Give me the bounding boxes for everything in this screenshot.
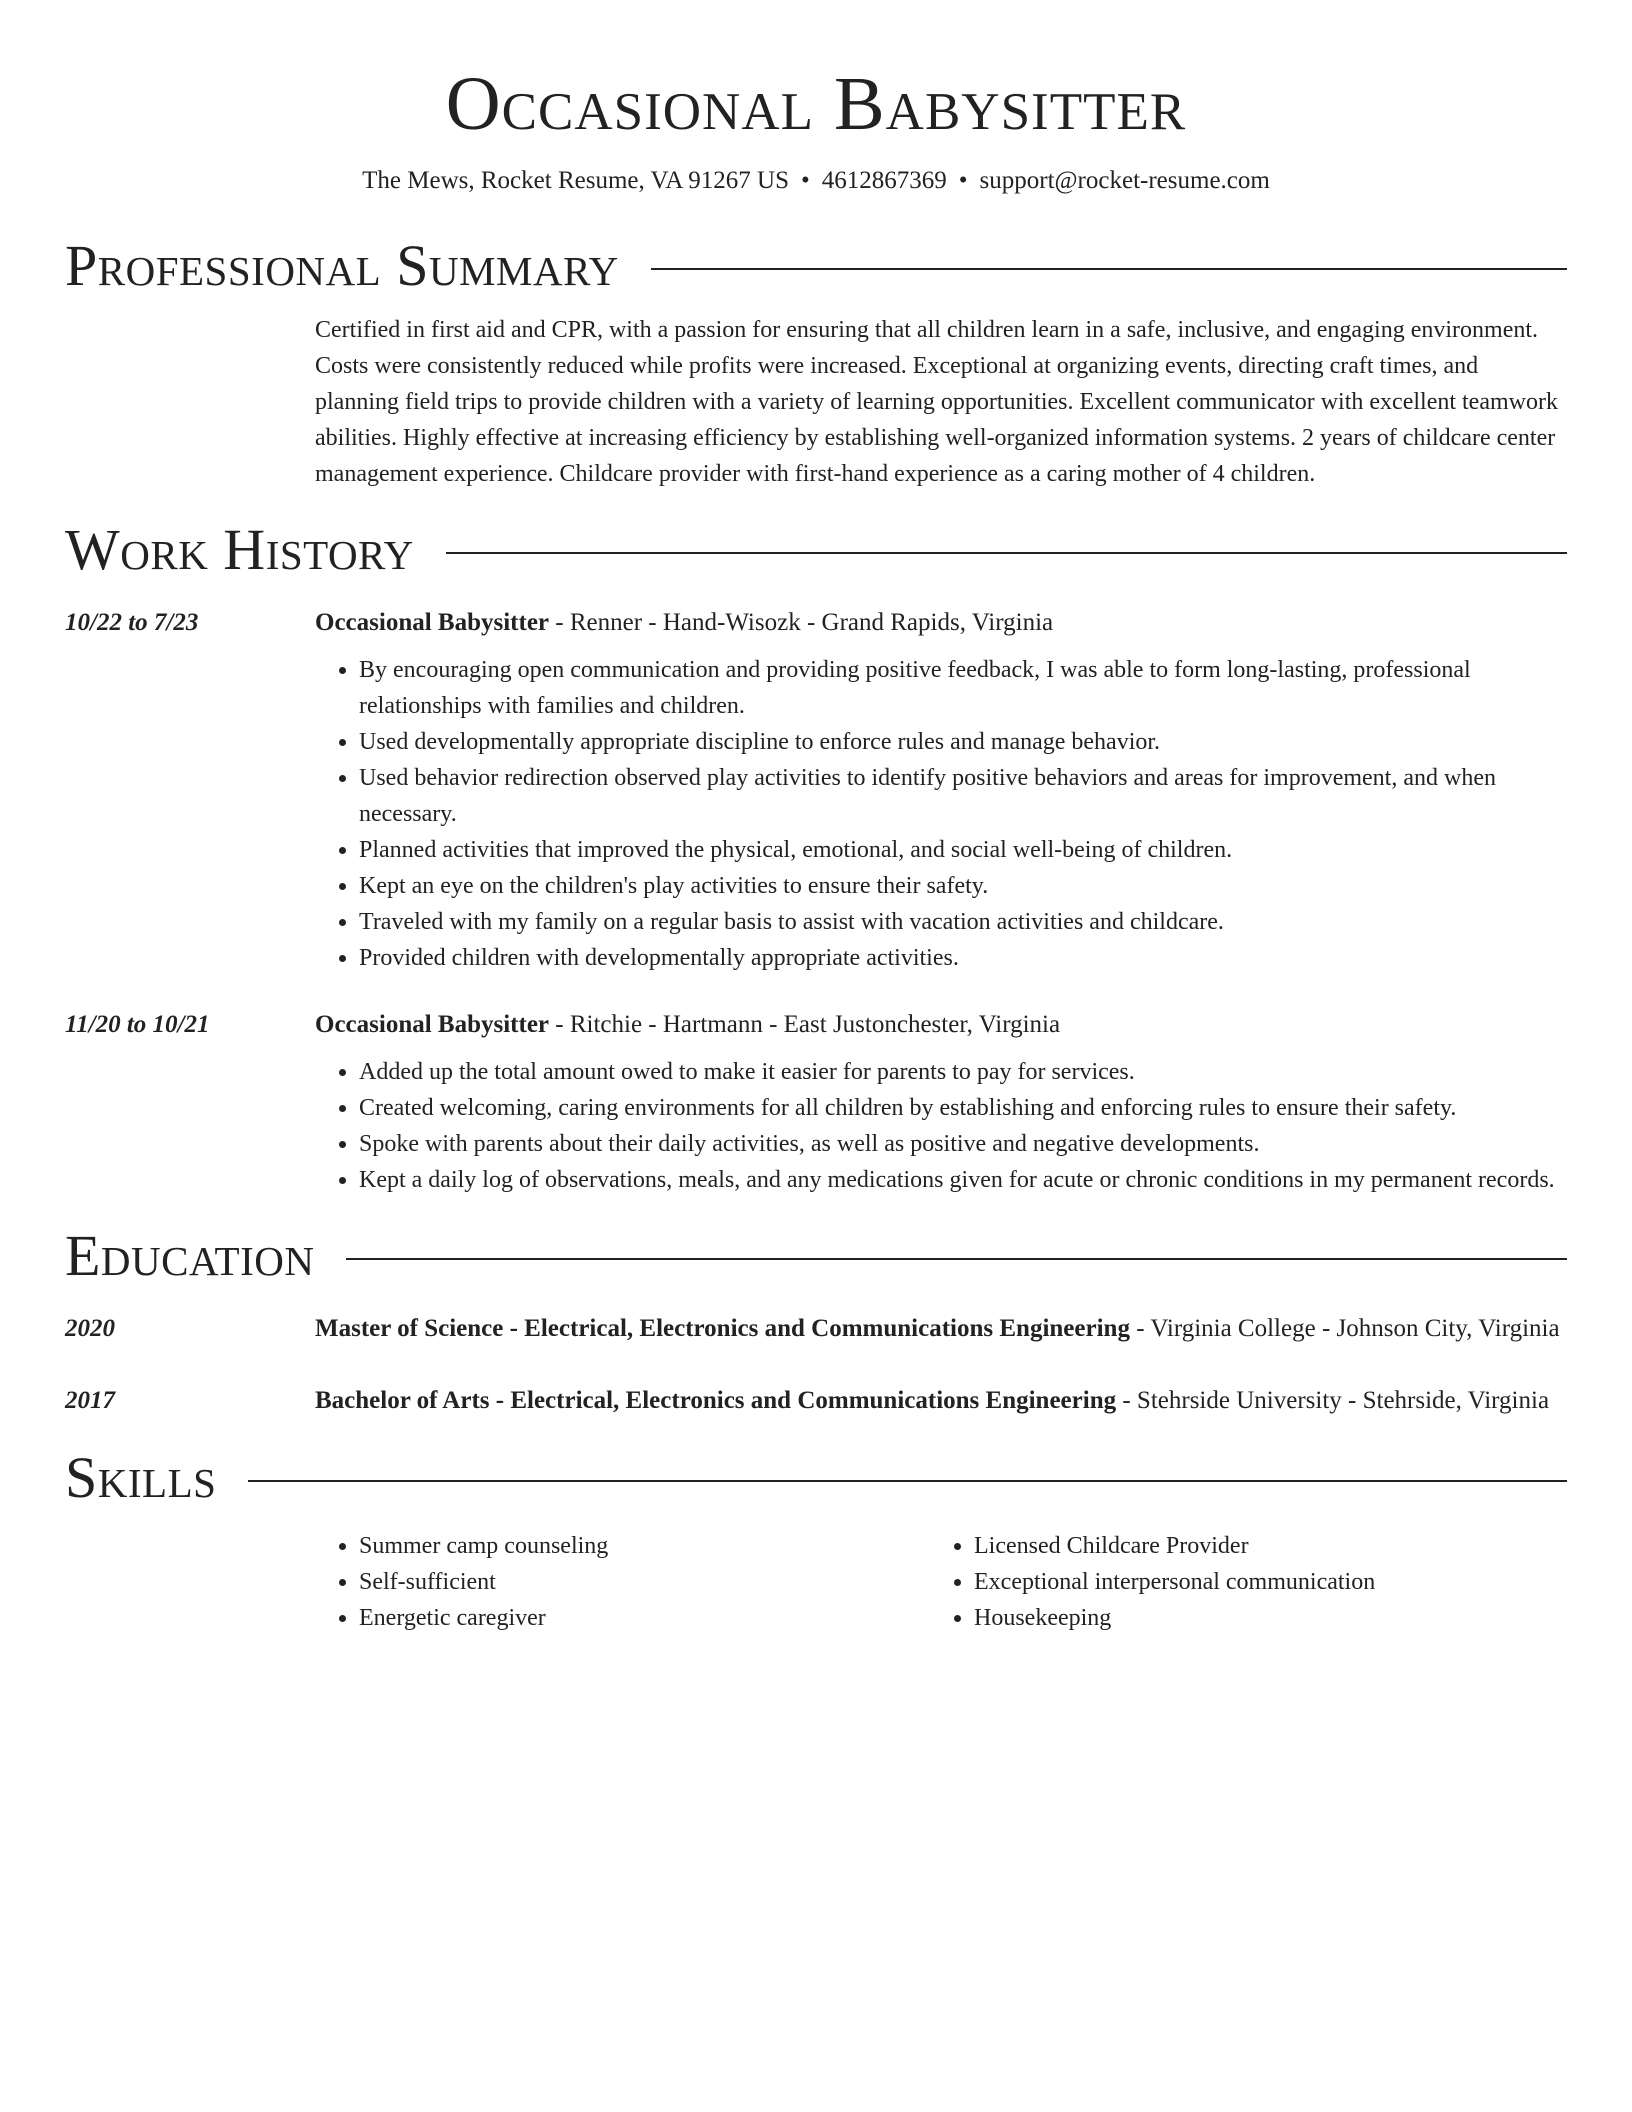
skills-column-right xyxy=(930,1528,1545,1636)
education-year: 2017 xyxy=(65,1387,115,1414)
contact-address: The Mews, Rocket Resume, VA 91267 US xyxy=(362,167,789,194)
job-dates: 11/20 to 10/21 xyxy=(65,1011,210,1038)
skills-section-header xyxy=(65,1446,1567,1510)
education-entry xyxy=(65,1382,1567,1420)
education-section-header xyxy=(65,1224,1567,1288)
skills-grid xyxy=(315,1528,1567,1636)
job-bullet: • Kept an eye on the children's play activities to ensure their safety. xyxy=(359,868,1567,904)
job-body xyxy=(315,1006,1567,1198)
job-details: - Ritchie - Hartmann - East Justonchester, Virginia xyxy=(549,1011,1061,1038)
job-dates: 10/22 to 7/23 xyxy=(65,609,199,636)
work-section-title: Work History xyxy=(65,517,414,582)
summary-section-header xyxy=(65,234,1567,298)
job-bullet: • Traveled with my family on a regular basis to assist with vacation activities and childcare. xyxy=(359,904,1567,940)
section-divider xyxy=(346,1258,1567,1260)
job-role: Occasional Babysitter xyxy=(315,609,550,636)
section-divider xyxy=(651,268,1567,270)
skill-item: • Summer camp counseling xyxy=(359,1528,930,1564)
education-body xyxy=(315,1310,1567,1348)
education-body xyxy=(315,1382,1567,1420)
job-bullet: • Added up the total amount owed to make it easier for parents to pay for services. xyxy=(359,1054,1567,1090)
skills-list-right xyxy=(930,1528,1545,1636)
job-details: - Renner - Hand-Wisozk - Grand Rapids, Virginia xyxy=(549,609,1054,636)
education-section-title: Education xyxy=(65,1223,315,1288)
job-entry xyxy=(65,604,1567,976)
contact-separator: • xyxy=(801,167,810,194)
education-title-line xyxy=(315,1310,1567,1348)
education-title-line xyxy=(315,1382,1567,1420)
contact-line xyxy=(65,164,1567,198)
job-bullets xyxy=(315,652,1567,976)
job-bullets xyxy=(315,1054,1567,1198)
job-bullet: • By encouraging open communication and providing positive feedback, I was able to form long-lasting, professional relationships with families and children. xyxy=(359,652,1567,724)
skill-item: • Housekeeping xyxy=(974,1600,1545,1636)
skill-item: • Exceptional interpersonal communication xyxy=(974,1564,1545,1600)
job-entry xyxy=(65,1006,1567,1198)
work-section-header xyxy=(65,518,1567,582)
job-role: Occasional Babysitter xyxy=(315,1011,550,1038)
job-body xyxy=(315,604,1567,976)
section-divider xyxy=(446,552,1567,554)
skill-item: • Energetic caregiver xyxy=(359,1600,930,1636)
section-divider xyxy=(248,1480,1567,1482)
job-bullet: • Used developmentally appropriate discipline to enforce rules and manage behavior. xyxy=(359,724,1567,760)
contact-phone: 4612867369 xyxy=(821,167,947,194)
skill-item: • Licensed Childcare Provider xyxy=(974,1528,1545,1564)
education-details: - Virginia College - Johnson City, Virginia xyxy=(1129,1315,1560,1342)
summary-text: Certified in first aid and CPR, with a passion for ensuring that all children learn in a safe, inclusive, and engaging environment. Costs were consistently reduced while profits were increased. Exceptional at organizing events, directing craft times, and planning field trips to provide children with a variety of learning opportunities. Excellent communicator with excellent teamwork abilities. Highly effective at increasing efficiency by establishing well-organized information systems. 2 years of childcare center management experience. Childcare provider with first-hand experience as a caring mother of 4 children. xyxy=(315,317,1558,487)
job-bullet: • Created welcoming, caring environments for all children by establishing and enforcing rules to ensure their safety. xyxy=(359,1090,1567,1126)
job-title-line xyxy=(315,604,1567,642)
education-year: 2020 xyxy=(65,1315,115,1342)
education-details: - Stehrside University - Stehrside, Virginia xyxy=(1116,1387,1550,1414)
contact-separator: • xyxy=(958,167,968,194)
skill-item: • Self-sufficient xyxy=(359,1564,930,1600)
skills-section-title: Skills xyxy=(65,1445,217,1510)
education-entry xyxy=(65,1310,1567,1348)
job-bullet: • Provided children with developmentally appropriate activities. xyxy=(359,940,1567,976)
skills-column-left xyxy=(315,1528,930,1636)
job-bullet: • Spoke with parents about their daily activities, as well as positive and negative developments. xyxy=(359,1126,1567,1162)
contact-email: support@rocket-resume.com xyxy=(979,167,1270,194)
summary-section-title: Professional Summary xyxy=(65,233,619,298)
job-bullet: • Kept a daily log of observations, meals, and any medications given for acute or chronic conditions in my permanent records. xyxy=(359,1162,1567,1198)
education-degree: Bachelor of Arts - Electrical, Electronics and Communications Engineering xyxy=(315,1387,1117,1414)
resume-name: Occasional Babysitter xyxy=(445,62,1187,146)
job-bullet: • Planned activities that improved the physical, emotional, and social well-being of children. xyxy=(359,832,1567,868)
education-degree: Master of Science - Electrical, Electronics and Communications Engineering xyxy=(315,1315,1130,1342)
job-title-line xyxy=(315,1006,1567,1044)
job-bullet: • Used behavior redirection observed play activities to identify positive behaviors and areas for improvement, and when necessary. xyxy=(359,760,1567,832)
skills-list-left xyxy=(315,1528,930,1636)
